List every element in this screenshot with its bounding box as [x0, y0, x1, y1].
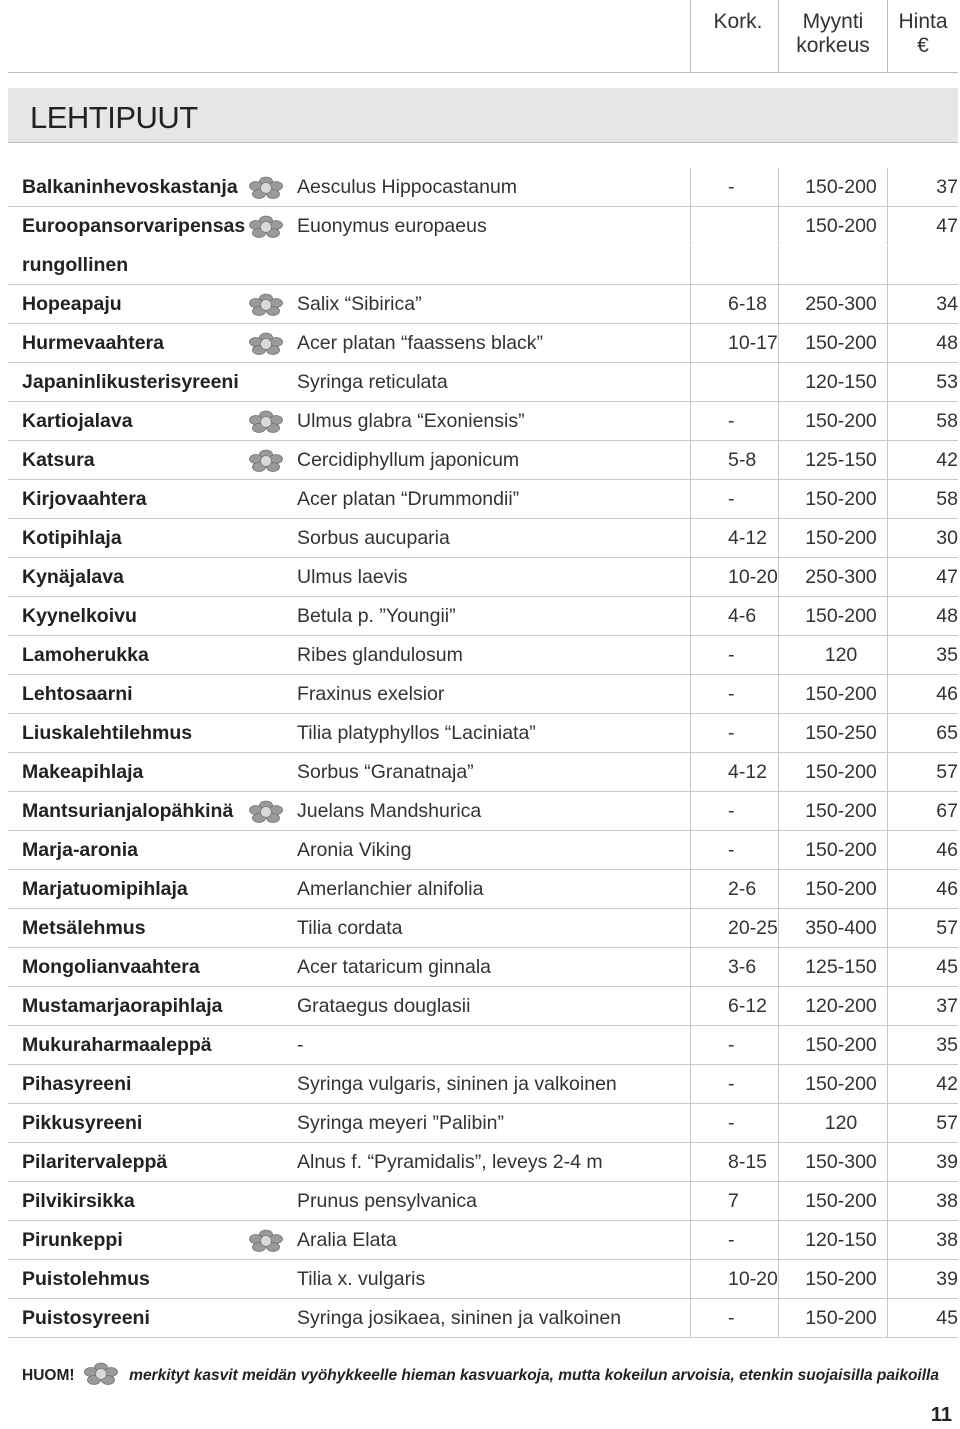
- price-value: 45: [936, 1307, 958, 1329]
- height-value: -: [728, 1307, 735, 1329]
- table-row: [8, 363, 958, 402]
- table-row: [8, 519, 958, 558]
- latin-name: Acer platan “Drummondii”: [297, 488, 520, 510]
- column-divider: [887, 753, 888, 791]
- page-number: 11: [930, 1404, 952, 1426]
- table-row: [8, 1143, 958, 1182]
- price-value: 46: [936, 878, 958, 900]
- table-row: [8, 714, 958, 753]
- height-value: -: [728, 839, 735, 861]
- finnish-name: Lamoherukka: [22, 644, 149, 666]
- price-value: 42: [936, 1073, 958, 1095]
- height-value: 8-15: [728, 1151, 768, 1173]
- column-divider: [778, 324, 779, 362]
- myynti-label-line2: korkeus: [796, 34, 870, 57]
- column-divider: [778, 753, 779, 791]
- height-value: 10-20: [728, 1268, 778, 1290]
- column-divider: [690, 1182, 691, 1220]
- column-divider: [887, 363, 888, 401]
- height-value: -: [728, 722, 735, 744]
- header-divider: [887, 0, 888, 72]
- sale-height-value: 150-200: [805, 683, 877, 705]
- price-value: 39: [936, 1268, 958, 1290]
- sale-height-value: 125-150: [805, 956, 877, 978]
- price-value: 65: [936, 722, 958, 744]
- sale-height-value: 150-200: [805, 332, 877, 354]
- height-value: -: [728, 410, 735, 432]
- latin-name: Betula p. ”Youngii”: [297, 605, 456, 627]
- sale-height-value: 150-200: [805, 1073, 877, 1095]
- column-divider: [690, 1221, 691, 1259]
- price-value: 48: [936, 332, 958, 354]
- table-row: [8, 948, 958, 987]
- footnote-text: merkityt kasvit meidän vyöhykkeelle hieman kasvuarkoja, mutta kokeilun arvoisia, etenkin suojaisilla paikoilla: [129, 1367, 939, 1384]
- column-divider: [690, 1143, 691, 1181]
- finnish-name: Pilvikirsikka: [22, 1190, 135, 1212]
- height-value: 6-18: [728, 293, 768, 315]
- column-divider: [887, 1299, 888, 1337]
- column-divider: [887, 246, 888, 284]
- table-row: [8, 792, 958, 831]
- column-divider: [690, 909, 691, 947]
- price-value: 57: [936, 1112, 958, 1134]
- latin-name: Euonymus europaeus: [297, 215, 487, 237]
- column-divider: [690, 1104, 691, 1142]
- latin-name: Sorbus “Granatnaja”: [297, 761, 474, 783]
- column-header-myynti: [782, 10, 884, 58]
- finnish-name: Hopeapaju: [22, 293, 122, 315]
- sale-height-value: 150-300: [805, 1151, 877, 1173]
- column-divider: [887, 1026, 888, 1064]
- height-value: 5-8: [728, 449, 757, 471]
- price-value: 39: [936, 1151, 958, 1173]
- column-divider: [778, 285, 779, 323]
- column-divider: [887, 285, 888, 323]
- sale-height-value: 150-200: [805, 1034, 877, 1056]
- column-divider: [887, 1182, 888, 1220]
- column-divider: [690, 207, 691, 245]
- column-divider: [778, 1065, 779, 1103]
- finnish-name: Metsälehmus: [22, 917, 146, 939]
- table-row: [8, 870, 958, 909]
- column-divider: [778, 675, 779, 713]
- price-value: 47: [936, 215, 958, 237]
- finnish-name: Makeapihlaja: [22, 761, 144, 783]
- column-divider: [778, 870, 779, 908]
- column-divider: [690, 168, 691, 206]
- column-divider: [887, 324, 888, 362]
- column-divider: [778, 207, 779, 245]
- table-row: [8, 480, 958, 519]
- height-value: 4-6: [728, 605, 757, 627]
- latin-name: Ulmus laevis: [297, 566, 408, 588]
- latin-name: Aesculus Hippocastanum: [297, 176, 518, 198]
- hinta-label-line1: Hinta: [898, 10, 948, 33]
- latin-name: Juelans Mandshurica: [297, 800, 482, 822]
- height-value: 7: [728, 1190, 739, 1212]
- column-divider: [778, 363, 779, 401]
- column-divider: [887, 636, 888, 674]
- sale-height-value: 150-200: [805, 605, 877, 627]
- header-divider: [690, 0, 691, 72]
- column-divider: [778, 1026, 779, 1064]
- column-divider: [690, 597, 691, 635]
- section-header: [8, 88, 958, 143]
- column-divider: [690, 675, 691, 713]
- column-divider: [887, 948, 888, 986]
- finnish-name: Pikkusyreeni: [22, 1112, 143, 1134]
- column-divider: [778, 948, 779, 986]
- flower-icon: [248, 449, 284, 473]
- sale-height-value: 150-200: [805, 1307, 877, 1329]
- price-value: 38: [936, 1229, 958, 1251]
- latin-name: Acer platan “faassens black”: [297, 332, 544, 354]
- column-divider: [690, 246, 691, 284]
- column-divider: [887, 441, 888, 479]
- price-value: 37: [936, 995, 958, 1017]
- price-value: 53: [936, 371, 958, 393]
- flower-icon: [248, 1229, 284, 1253]
- latin-name: Fraxinus exelsior: [297, 683, 445, 705]
- table-row: [8, 597, 958, 636]
- sale-height-value: 120: [824, 644, 858, 666]
- column-divider: [690, 987, 691, 1025]
- sale-height-value: 120-150: [805, 1229, 877, 1251]
- latin-name: Prunus pensylvanica: [297, 1190, 477, 1212]
- price-value: 48: [936, 605, 958, 627]
- table-row: [8, 1182, 958, 1221]
- flower-icon: [248, 176, 284, 200]
- column-divider: [690, 285, 691, 323]
- column-divider: [690, 870, 691, 908]
- sale-height-value: 150-200: [805, 410, 877, 432]
- column-divider: [778, 246, 779, 284]
- column-divider: [887, 1143, 888, 1181]
- finnish-name: Pirunkeppi: [22, 1229, 123, 1251]
- column-divider: [887, 480, 888, 518]
- height-value: 2-6: [728, 878, 757, 900]
- column-divider: [778, 519, 779, 557]
- table-row: [8, 324, 958, 363]
- section-title: LEHTIPUUT: [30, 100, 198, 135]
- column-divider: [778, 831, 779, 869]
- price-value: 57: [936, 917, 958, 939]
- table-row: [8, 207, 958, 246]
- price-value: 47: [936, 566, 958, 588]
- table-row: [8, 441, 958, 480]
- latin-name: Syringa reticulata: [297, 371, 448, 393]
- column-divider: [887, 1221, 888, 1259]
- column-divider: [778, 1104, 779, 1142]
- column-divider: [778, 1221, 779, 1259]
- finnish-name: Japaninlikusterisyreeni: [22, 371, 239, 393]
- table-row: [8, 1299, 958, 1338]
- height-value: -: [728, 1112, 735, 1134]
- sale-height-value: 150-200: [805, 761, 877, 783]
- latin-name: Grataegus douglasii: [297, 995, 471, 1017]
- finnish-name: Puistosyreeni: [22, 1307, 150, 1329]
- finnish-name: Balkaninhevoskastanja: [22, 176, 238, 198]
- column-divider: [778, 168, 779, 206]
- height-value: 10-17: [728, 332, 778, 354]
- height-value: -: [728, 1034, 735, 1056]
- price-value: 37: [936, 176, 958, 198]
- price-value: 58: [936, 488, 958, 510]
- latin-name: Acer tataricum ginnala: [297, 956, 492, 978]
- latin-name: Salix “Sibirica”: [297, 293, 422, 315]
- column-divider: [778, 792, 779, 830]
- sale-height-value: 250-300: [805, 566, 877, 588]
- sale-height-value: 150-200: [805, 176, 877, 198]
- latin-name: Aronia Viking: [297, 839, 412, 861]
- column-divider: [778, 441, 779, 479]
- column-divider: [778, 558, 779, 596]
- table-row: [8, 558, 958, 597]
- table-row: [8, 168, 958, 207]
- column-divider: [690, 558, 691, 596]
- height-value: 6-12: [728, 995, 768, 1017]
- price-value: 42: [936, 449, 958, 471]
- latin-name: Syringa meyeri ”Palibin”: [297, 1112, 504, 1134]
- price-value: 35: [936, 644, 958, 666]
- column-divider: [887, 675, 888, 713]
- table-row: [8, 987, 958, 1026]
- price-value: 46: [936, 839, 958, 861]
- column-divider: [690, 480, 691, 518]
- column-divider: [690, 636, 691, 674]
- sale-height-value: 350-400: [805, 917, 877, 939]
- height-value: -: [728, 644, 735, 666]
- column-divider: [887, 1104, 888, 1142]
- flower-icon: [248, 293, 284, 317]
- height-value: -: [728, 488, 735, 510]
- column-divider: [690, 714, 691, 752]
- sale-height-value: 150-200: [805, 839, 877, 861]
- sale-height-value: 125-150: [805, 449, 877, 471]
- column-divider: [778, 636, 779, 674]
- column-divider: [778, 402, 779, 440]
- column-divider: [690, 1260, 691, 1298]
- finnish-name: rungollinen: [22, 254, 129, 276]
- column-divider: [690, 1065, 691, 1103]
- latin-name: Syringa josikaea, sininen ja valkoinen: [297, 1307, 622, 1329]
- column-divider: [778, 1143, 779, 1181]
- height-value: 3-6: [728, 956, 757, 978]
- column-header-hinta: [890, 10, 956, 58]
- height-value: 4-12: [728, 527, 768, 549]
- sale-height-value: 150-200: [805, 1268, 877, 1290]
- plant-table: [8, 168, 958, 1338]
- table-row: [8, 753, 958, 792]
- kork-label: Kork.: [713, 10, 763, 33]
- finnish-name: Mustamarjaorapihlaja: [22, 995, 223, 1017]
- table-row: [8, 1065, 958, 1104]
- latin-name: Tilia cordata: [297, 917, 403, 939]
- column-divider: [887, 402, 888, 440]
- column-divider: [690, 324, 691, 362]
- latin-name: Alnus f. “Pyramidalis”, leveys 2-4 m: [297, 1151, 603, 1173]
- finnish-name: Lehtosaarni: [22, 683, 133, 705]
- table-row: [8, 1221, 958, 1260]
- column-divider: [778, 714, 779, 752]
- latin-name: Ribes glandulosum: [297, 644, 463, 666]
- sale-height-value: 150-250: [805, 722, 877, 744]
- header-rule: [8, 72, 958, 73]
- table-row: [8, 1104, 958, 1143]
- column-divider: [778, 987, 779, 1025]
- price-value: 58: [936, 410, 958, 432]
- sale-height-value: 150-200: [805, 527, 877, 549]
- column-divider: [690, 1026, 691, 1064]
- price-value: 34: [936, 293, 958, 315]
- sale-height-value: 150-200: [805, 215, 877, 237]
- column-divider: [778, 1182, 779, 1220]
- column-divider: [887, 831, 888, 869]
- column-divider: [690, 441, 691, 479]
- column-divider: [887, 558, 888, 596]
- finnish-name: Liuskalehtilehmus: [22, 722, 193, 744]
- finnish-name: Marja-aronia: [22, 839, 138, 861]
- table-row: [8, 909, 958, 948]
- column-divider: [887, 792, 888, 830]
- height-value: 20-25: [728, 917, 778, 939]
- column-divider: [887, 168, 888, 206]
- finnish-name: Mantsurianjalopähkinä: [22, 800, 234, 822]
- height-value: -: [728, 800, 735, 822]
- height-value: -: [728, 1229, 735, 1251]
- hinta-label-line2: €: [917, 34, 929, 57]
- table-row: [8, 636, 958, 675]
- latin-name: Syringa vulgaris, sininen ja valkoinen: [297, 1073, 617, 1095]
- price-value: 57: [936, 761, 958, 783]
- finnish-name: Katsura: [22, 449, 95, 471]
- sale-height-value: 150-200: [805, 878, 877, 900]
- price-value: 67: [936, 800, 958, 822]
- finnish-name: Marjatuomipihlaja: [22, 878, 188, 900]
- height-value: -: [728, 683, 735, 705]
- finnish-name: Kartiojalava: [22, 410, 133, 432]
- column-divider: [887, 714, 888, 752]
- latin-name: Ulmus glabra “Exoniensis”: [297, 410, 525, 432]
- column-divider: [690, 831, 691, 869]
- sale-height-value: 120-150: [805, 371, 877, 393]
- sale-height-value: 150-200: [805, 488, 877, 510]
- column-divider: [887, 1065, 888, 1103]
- price-value: 30: [936, 527, 958, 549]
- finnish-name: Euroopansorvaripensas: [22, 215, 246, 237]
- column-divider: [690, 792, 691, 830]
- column-divider: [778, 1299, 779, 1337]
- finnish-name: Mukuraharmaaleppä: [22, 1034, 212, 1056]
- column-divider: [778, 597, 779, 635]
- sale-height-value: 150-200: [805, 800, 877, 822]
- finnish-name: Kyynelkoivu: [22, 605, 137, 627]
- footnote: [22, 1362, 939, 1386]
- column-divider: [887, 870, 888, 908]
- height-value: -: [728, 1073, 735, 1095]
- myynti-label-line1: Myynti: [802, 10, 864, 33]
- sale-height-value: 120: [824, 1112, 858, 1134]
- column-divider: [887, 519, 888, 557]
- latin-name: -: [297, 1034, 304, 1056]
- sale-height-value: 120-200: [805, 995, 877, 1017]
- column-divider: [690, 363, 691, 401]
- finnish-name: Mongolianvaahtera: [22, 956, 200, 978]
- column-divider: [778, 909, 779, 947]
- table-row: [8, 402, 958, 441]
- sale-height-value: 150-200: [805, 1190, 877, 1212]
- flower-icon: [248, 332, 284, 356]
- height-value: -: [728, 176, 735, 198]
- column-divider: [778, 480, 779, 518]
- latin-name: Cercidiphyllum japonicum: [297, 449, 520, 471]
- latin-name: Amerlanchier alnifolia: [297, 878, 484, 900]
- column-divider: [887, 1260, 888, 1298]
- latin-name: Tilia x. vulgaris: [297, 1268, 426, 1290]
- finnish-name: Kotipihlaja: [22, 527, 122, 549]
- column-divider: [887, 597, 888, 635]
- height-value: 4-12: [728, 761, 768, 783]
- footnote-huom: HUOM!: [22, 1367, 75, 1384]
- table-row: [8, 246, 958, 285]
- finnish-name: Kynäjalava: [22, 566, 124, 588]
- price-value: 45: [936, 956, 958, 978]
- column-divider: [778, 1260, 779, 1298]
- column-divider: [690, 402, 691, 440]
- column-divider: [690, 519, 691, 557]
- finnish-name: Kirjovaahtera: [22, 488, 147, 510]
- price-value: 35: [936, 1034, 958, 1056]
- latin-name: Aralia Elata: [297, 1229, 397, 1251]
- column-divider: [887, 987, 888, 1025]
- column-header-kork: [700, 10, 776, 34]
- price-value: 38: [936, 1190, 958, 1212]
- flower-icon: [248, 410, 284, 434]
- column-divider: [887, 207, 888, 245]
- column-divider: [887, 909, 888, 947]
- table-row: [8, 831, 958, 870]
- finnish-name: Puistolehmus: [22, 1268, 150, 1290]
- header-divider: [778, 0, 779, 72]
- height-value: 10-20: [728, 566, 778, 588]
- column-divider: [690, 1299, 691, 1337]
- table-row: [8, 285, 958, 324]
- column-divider: [690, 753, 691, 791]
- flower-icon: [248, 215, 284, 239]
- latin-name: Tilia platyphyllos “Laciniata”: [297, 722, 536, 744]
- latin-name: Sorbus aucuparia: [297, 527, 450, 549]
- flower-icon: [248, 800, 284, 824]
- table-row: [8, 675, 958, 714]
- sale-height-value: 250-300: [805, 293, 877, 315]
- finnish-name: Pihasyreeni: [22, 1073, 132, 1095]
- price-value: 46: [936, 683, 958, 705]
- table-row: [8, 1260, 958, 1299]
- finnish-name: Hurmevaahtera: [22, 332, 164, 354]
- finnish-name: Pilaritervaleppä: [22, 1151, 168, 1173]
- table-row: [8, 1026, 958, 1065]
- flower-icon: [83, 1362, 119, 1386]
- column-divider: [690, 948, 691, 986]
